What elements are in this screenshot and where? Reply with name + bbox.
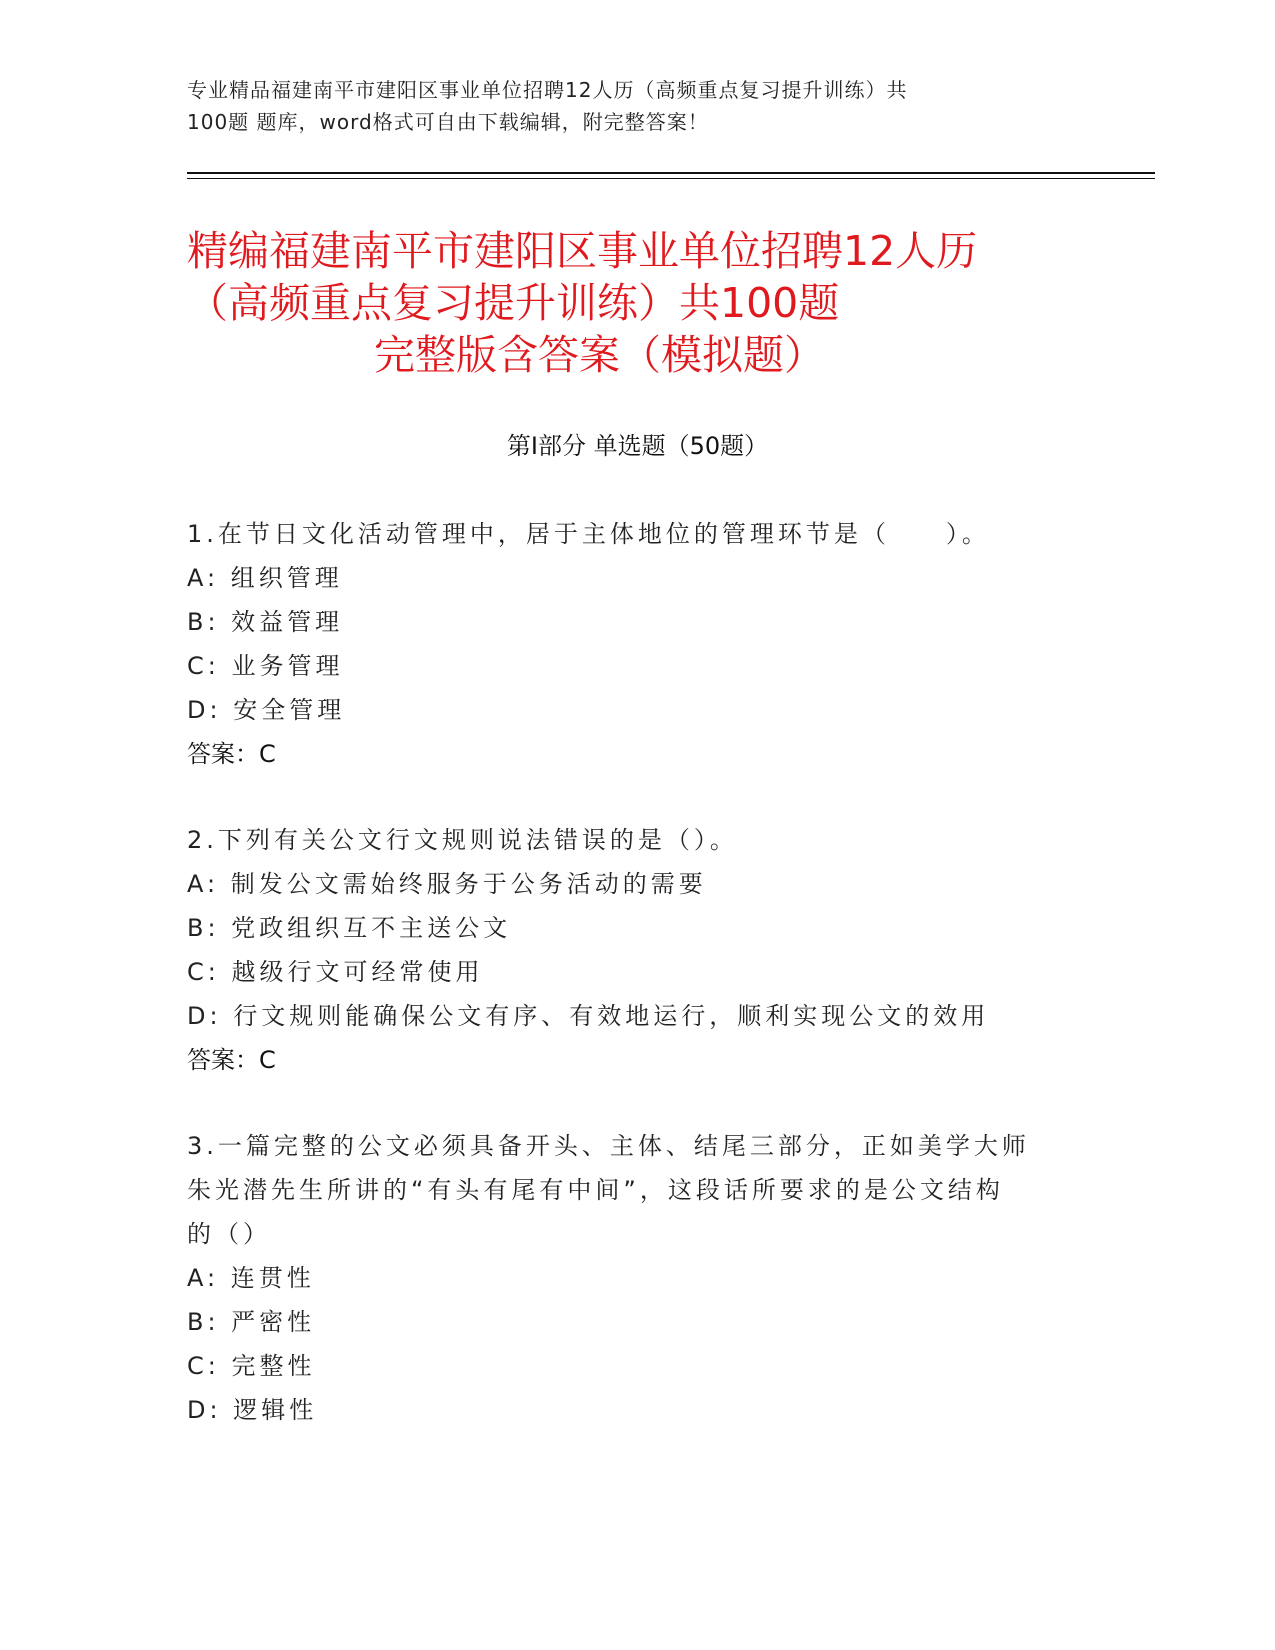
question-3-stem-line-2: 朱光潜先生所讲的“有头有尾有中间”，这段话所要求的是公文结构 (187, 1176, 1004, 1204)
question-1-option-d: D: 安全管理 (187, 696, 346, 724)
question-1-option-c: C: 业务管理 (187, 652, 344, 680)
question-3-option-b: B: 严密性 (187, 1308, 316, 1336)
doc-title-line-2: （高频重点复习提升训练）共100题 (187, 279, 840, 327)
header-line-1: 专业精品福建南平市建阳区事业单位招聘12人历（高频重点复习提升训练）共 (187, 78, 908, 102)
question-1-option-b: B: 效益管理 (187, 608, 344, 636)
question-2-stem: 2.下列有关公文行文规则说法错误的是（）。 (187, 826, 738, 854)
question-1-stem: 1.在节日文化活动管理中，居于主体地位的管理环节是（ ）。 (187, 520, 990, 548)
question-1-answer: 答案：C (187, 740, 276, 768)
question-3-option-c: C: 完整性 (187, 1352, 316, 1380)
header-rule-top (187, 172, 1155, 174)
question-2-option-c: C: 越级行文可经常使用 (187, 958, 484, 986)
question-2-option-d: D: 行文规则能确保公文有序、有效地运行，顺利实现公文的效用 (187, 1002, 990, 1030)
question-3-option-a: A: 连贯性 (187, 1264, 315, 1292)
question-2-option-b: B: 党政组织互不主送公文 (187, 914, 512, 942)
section-heading: 第Ⅰ部分 单选题（50题） (506, 432, 769, 460)
question-1-option-a: A: 组织管理 (187, 564, 343, 592)
question-3-option-d: D: 逻辑性 (187, 1396, 318, 1424)
question-3-stem-line-1: 3.一篇完整的公文必须具备开头、主体、结尾三部分，正如美学大师 (187, 1132, 1030, 1160)
question-2-option-a: A: 制发公文需始终服务于公务活动的需要 (187, 870, 707, 898)
question-2-answer: 答案：C (187, 1046, 276, 1074)
doc-title-line-1: 精编福建南平市建阳区事业单位招聘12人历 (187, 227, 978, 275)
header-line-2: 100题 题库，word格式可自由下载编辑，附完整答案！ (187, 110, 709, 134)
question-3-stem-line-3: 的（） (187, 1220, 271, 1248)
doc-title-line-3: 完整版含答案（模拟题） (374, 331, 825, 379)
header-rule-bottom (187, 178, 1155, 179)
